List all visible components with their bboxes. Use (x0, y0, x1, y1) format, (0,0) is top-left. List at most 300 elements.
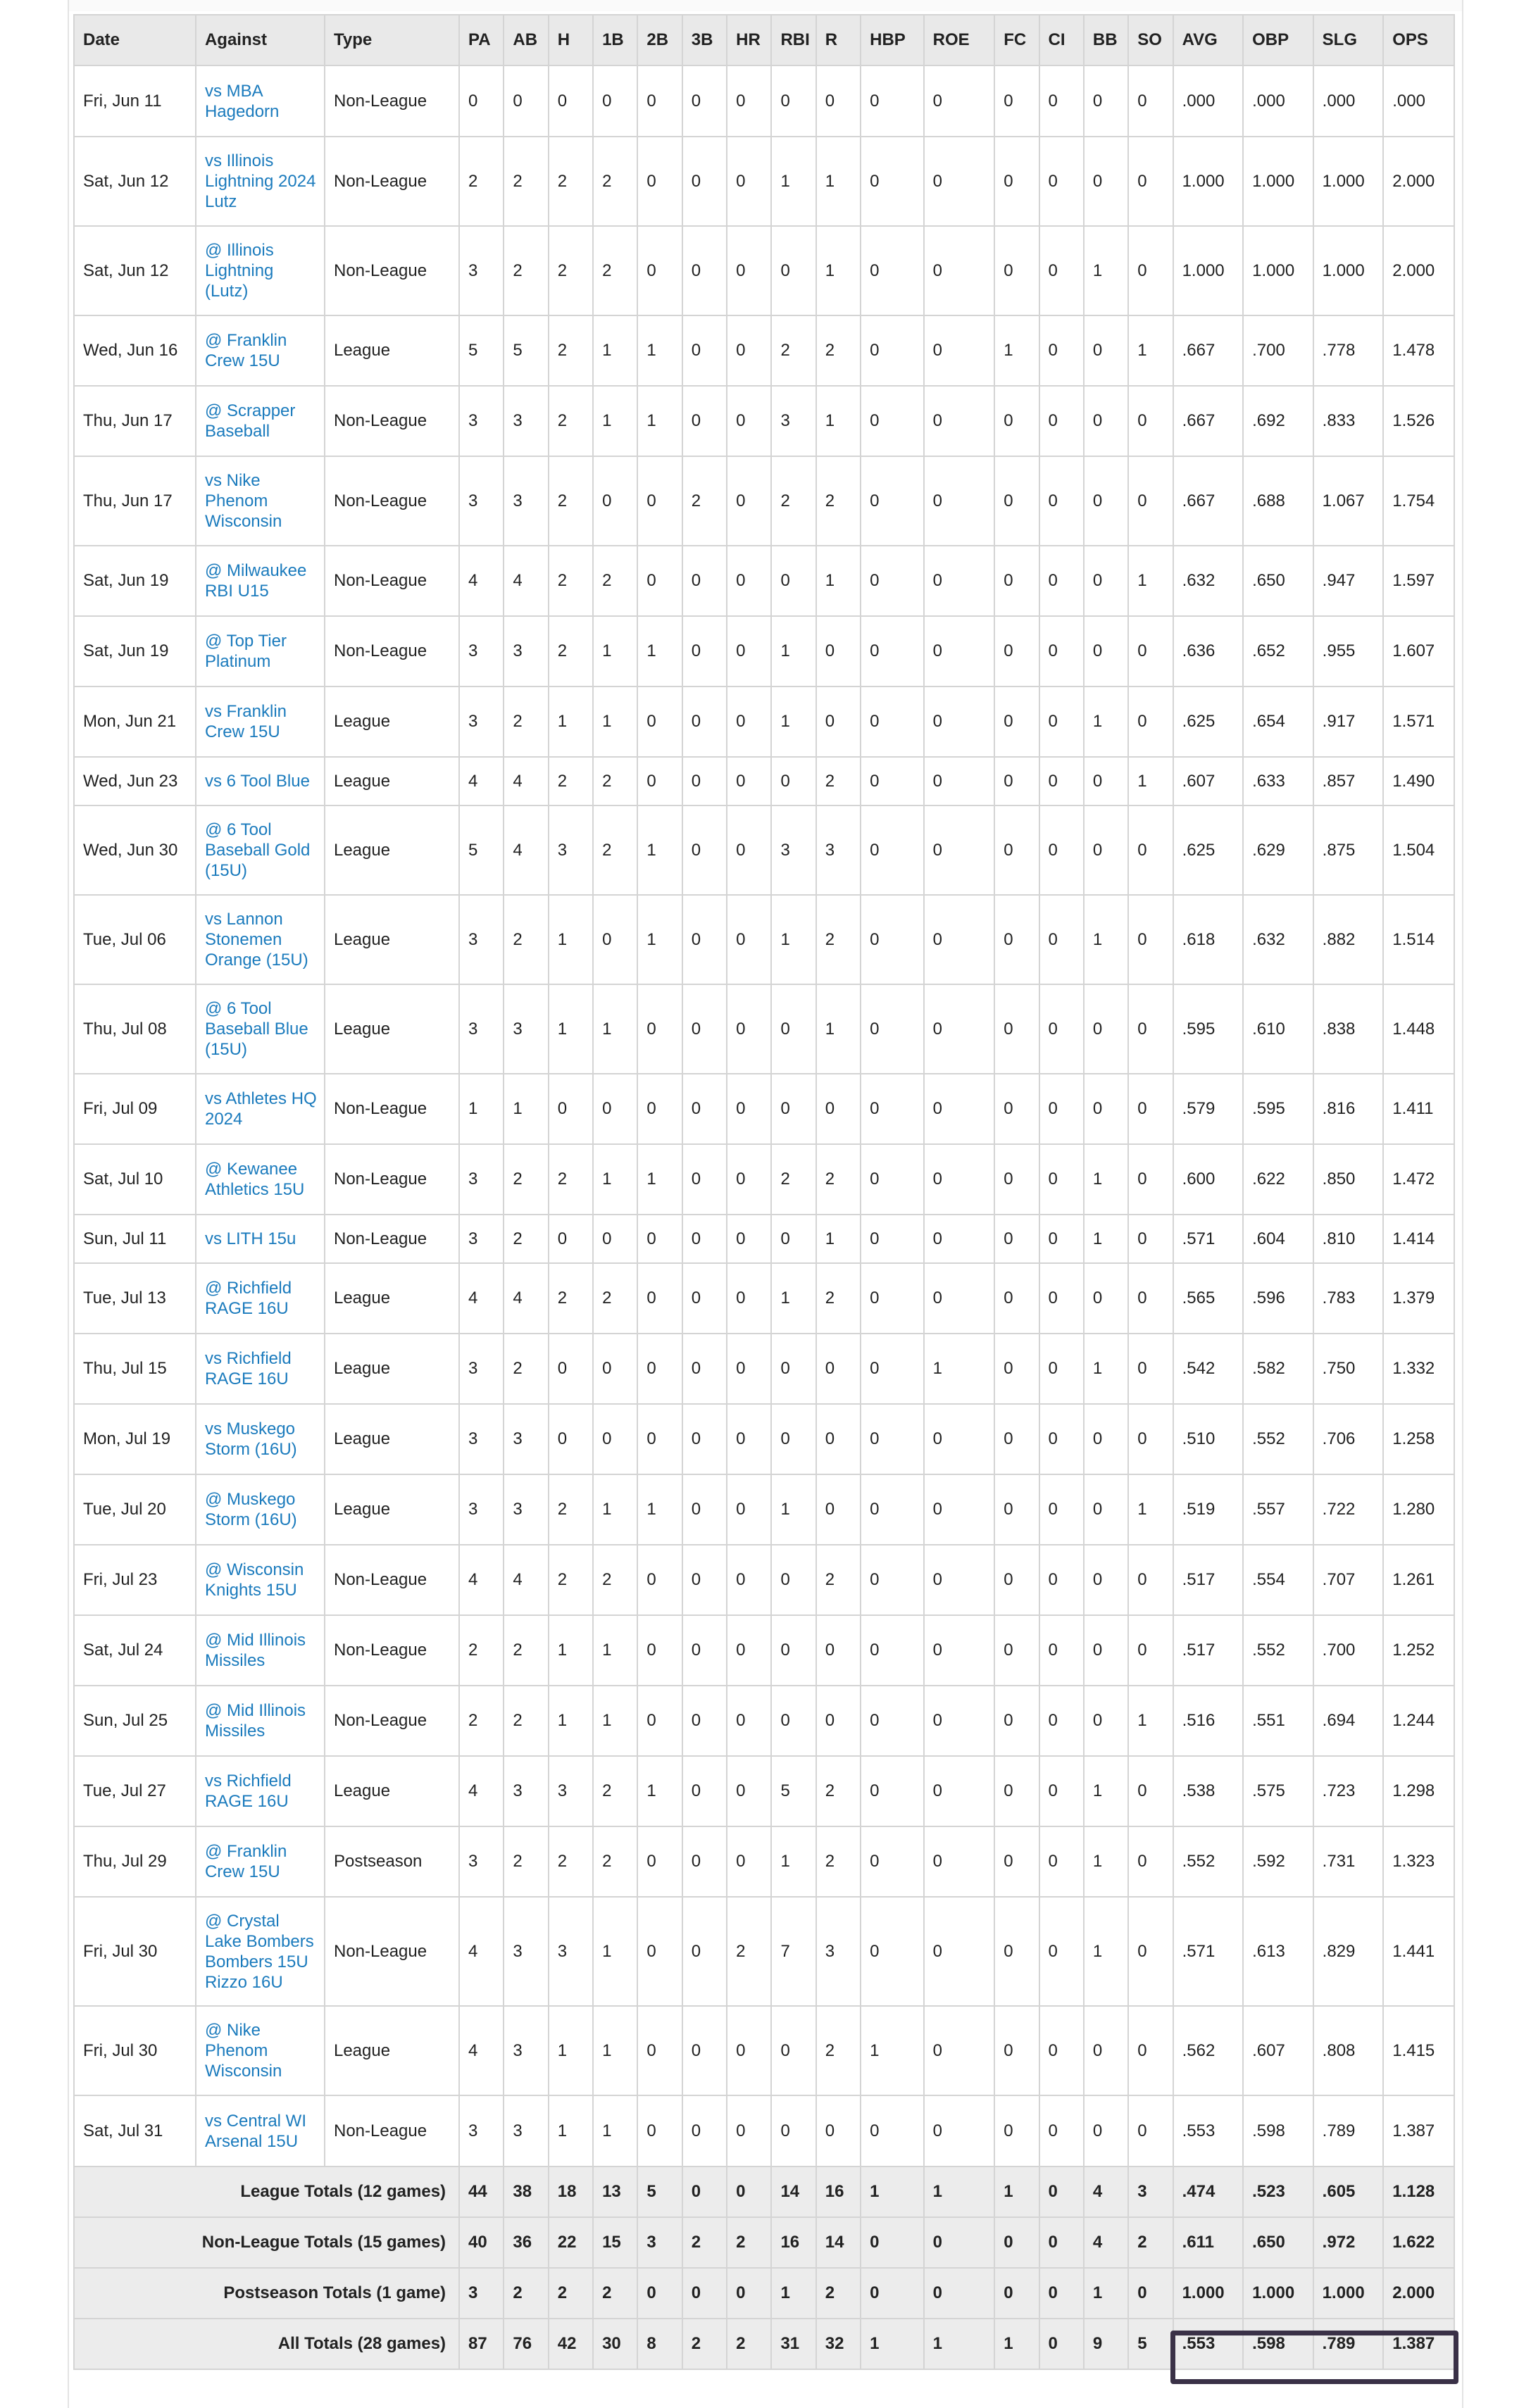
stat-ab: 3 (504, 984, 548, 1074)
stat-3b: 0 (682, 1615, 727, 1686)
column-header-3b[interactable]: 3B (682, 15, 727, 65)
table-row (74, 1215, 1454, 1263)
stat-rbi: 0 (771, 1615, 816, 1686)
column-header-h[interactable]: H (549, 15, 593, 65)
stat-avg: .667 (1173, 315, 1244, 386)
totals-label: All Totals (28 games) (74, 2319, 459, 2369)
stat-so: 0 (1128, 456, 1173, 546)
stat-pa: 3 (459, 1474, 504, 1545)
column-header-1b[interactable]: 1B (593, 15, 637, 65)
stat-h: 1 (549, 1686, 593, 1756)
header-row (74, 15, 1454, 65)
opponent-link[interactable]: vs Lannon Stonemen Orange (15U) (196, 895, 325, 984)
stat-hbp: 0 (861, 1474, 924, 1545)
stat-1b: 1 (593, 984, 637, 1074)
stat-h: 2 (549, 456, 593, 546)
column-header-fc[interactable]: FC (994, 15, 1039, 65)
column-header-type[interactable]: Type (325, 15, 459, 65)
table-row (74, 1474, 1454, 1545)
stat-1b: 2 (593, 1545, 637, 1615)
game-type: Non-League (325, 1686, 459, 1756)
stat-roe: 0 (924, 984, 995, 1074)
stat-avg: .562 (1173, 2006, 1244, 2095)
total-r: 2 (816, 2268, 861, 2319)
opponent-link[interactable]: @ Franklin Crew 15U (196, 315, 325, 386)
stat-3b: 0 (682, 1897, 727, 2006)
stat-ops: 1.323 (1383, 1826, 1454, 1897)
stat-avg: .579 (1173, 1074, 1244, 1144)
stat-so: 0 (1128, 1215, 1173, 1263)
stat-avg: .553 (1173, 2095, 1244, 2166)
stat-so: 0 (1128, 1615, 1173, 1686)
opponent-link[interactable]: @ Crystal Lake Bombers Bombers 15U Rizzo 16U (196, 1897, 325, 2006)
stat-roe: 0 (924, 1074, 995, 1144)
stat-ab: 3 (504, 1404, 548, 1474)
stat-2b: 0 (637, 1826, 682, 1897)
stat-slg: .838 (1313, 984, 1384, 1074)
stat-ops: 1.490 (1383, 757, 1454, 805)
stat-bb: 0 (1084, 1474, 1128, 1545)
opponent-link[interactable]: vs Franklin Crew 15U (196, 686, 325, 757)
column-header-2b[interactable]: 2B (637, 15, 682, 65)
stat-obp: .592 (1243, 1826, 1313, 1897)
total-h: 2 (549, 2268, 593, 2319)
total-2b: 8 (637, 2319, 682, 2369)
stat-h: 3 (549, 805, 593, 895)
stat-hr: 0 (727, 1615, 771, 1686)
stat-r: 2 (816, 1826, 861, 1897)
stat-bb: 0 (1084, 546, 1128, 616)
column-header-so[interactable]: SO (1128, 15, 1173, 65)
game-type: League (325, 805, 459, 895)
stat-ab: 0 (504, 65, 548, 137)
stat-r: 2 (816, 1545, 861, 1615)
stat-3b: 0 (682, 1334, 727, 1404)
stat-slg: .829 (1313, 1897, 1384, 2006)
total-bb: 1 (1084, 2268, 1128, 2319)
stat-ops: 1.754 (1383, 456, 1454, 546)
total-ops: 1.128 (1383, 2166, 1454, 2217)
stat-r: 0 (816, 1474, 861, 1545)
stat-hr: 0 (727, 137, 771, 226)
opponent-link[interactable]: @ 6 Tool Baseball Blue (15U) (196, 984, 325, 1074)
stat-slg: .857 (1313, 757, 1384, 805)
stat-h: 2 (549, 1826, 593, 1897)
column-header-against[interactable]: Against (196, 15, 325, 65)
stat-1b: 2 (593, 137, 637, 226)
stat-3b: 0 (682, 1474, 727, 1545)
stat-so: 1 (1128, 315, 1173, 386)
stat-r: 0 (816, 1404, 861, 1474)
stat-2b: 0 (637, 1215, 682, 1263)
stat-rbi: 0 (771, 1215, 816, 1263)
stat-ops: 1.298 (1383, 1756, 1454, 1826)
stat-roe: 0 (924, 805, 995, 895)
stat-2b: 0 (637, 2006, 682, 2095)
table-row (74, 1897, 1454, 2006)
table-row (74, 757, 1454, 805)
stat-roe: 0 (924, 137, 995, 226)
stat-ops: 1.448 (1383, 984, 1454, 1074)
stat-hr: 0 (727, 2095, 771, 2166)
stat-hr: 0 (727, 315, 771, 386)
game-type: League (325, 757, 459, 805)
stat-ops: 1.504 (1383, 805, 1454, 895)
stat-pa: 1 (459, 1074, 504, 1144)
game-date: Thu, Jul 29 (74, 1826, 196, 1897)
column-header-avg[interactable]: AVG (1173, 15, 1244, 65)
stat-pa: 2 (459, 1615, 504, 1686)
stat-pa: 3 (459, 2095, 504, 2166)
stat-roe: 0 (924, 1144, 995, 1215)
stat-fc: 0 (994, 1404, 1039, 1474)
stat-3b: 0 (682, 1404, 727, 1474)
stat-hbp: 0 (861, 1826, 924, 1897)
stat-bb: 0 (1084, 805, 1128, 895)
stat-roe: 0 (924, 1263, 995, 1334)
stat-hbp: 0 (861, 2095, 924, 2166)
stat-fc: 0 (994, 65, 1039, 137)
stat-ab: 3 (504, 1756, 548, 1826)
total-hbp: 0 (861, 2268, 924, 2319)
totals-label: Non-League Totals (15 games) (74, 2217, 459, 2268)
total-bb: 9 (1084, 2319, 1128, 2369)
stat-so: 1 (1128, 1686, 1173, 1756)
column-header-r[interactable]: R (816, 15, 861, 65)
stat-obp: .688 (1243, 456, 1313, 546)
stat-pa: 3 (459, 1826, 504, 1897)
stat-rbi: 0 (771, 757, 816, 805)
game-date: Mon, Jun 21 (74, 686, 196, 757)
stat-ab: 3 (504, 386, 548, 456)
total-rbi: 31 (771, 2319, 816, 2369)
stat-2b: 0 (637, 1686, 682, 1756)
opponent-link[interactable]: vs LITH 15u (196, 1215, 325, 1263)
stat-so: 0 (1128, 1545, 1173, 1615)
stat-2b: 0 (637, 546, 682, 616)
opponent-link[interactable]: vs Illinois Lightning 2024 Lutz (196, 137, 325, 226)
stat-ci: 0 (1039, 616, 1084, 686)
total-1b: 30 (593, 2319, 637, 2369)
stat-bb: 0 (1084, 1263, 1128, 1334)
table-row (74, 1404, 1454, 1474)
stat-1b: 2 (593, 1263, 637, 1334)
stat-roe: 0 (924, 895, 995, 984)
stat-avg: .538 (1173, 1756, 1244, 1826)
stat-2b: 0 (637, 1334, 682, 1404)
stat-roe: 0 (924, 616, 995, 686)
stat-ops: 1.252 (1383, 1615, 1454, 1686)
stat-pa: 4 (459, 546, 504, 616)
total-roe: 1 (924, 2319, 995, 2369)
stat-ci: 0 (1039, 1074, 1084, 1144)
stat-slg: .707 (1313, 1545, 1384, 1615)
game-type: Non-League (325, 1215, 459, 1263)
totals-row (74, 2166, 1454, 2217)
stat-roe: 0 (924, 1686, 995, 1756)
stat-avg: 1.000 (1173, 226, 1244, 315)
opponent-link[interactable]: @ Scrapper Baseball (196, 386, 325, 456)
stat-fc: 0 (994, 805, 1039, 895)
stat-pa: 0 (459, 65, 504, 137)
stat-ci: 0 (1039, 1474, 1084, 1545)
stat-so: 0 (1128, 686, 1173, 757)
total-r: 16 (816, 2166, 861, 2217)
stat-rbi: 0 (771, 65, 816, 137)
stat-rbi: 0 (771, 1074, 816, 1144)
column-header-ops[interactable]: OPS (1383, 15, 1454, 65)
stat-ci: 0 (1039, 1144, 1084, 1215)
opponent-link[interactable]: vs Central WI Arsenal 15U (196, 2095, 325, 2166)
totals-row (74, 2319, 1454, 2369)
opponent-link[interactable]: vs Richfield RAGE 16U (196, 1756, 325, 1826)
stat-hbp: 0 (861, 1615, 924, 1686)
opponent-link[interactable]: vs MBA Hagedorn (196, 65, 325, 137)
stat-obp: .622 (1243, 1144, 1313, 1215)
opponent-link[interactable]: vs 6 Tool Blue (196, 757, 325, 805)
stat-so: 0 (1128, 805, 1173, 895)
stat-pa: 4 (459, 1263, 504, 1334)
stat-rbi: 1 (771, 1474, 816, 1545)
totals-label: League Totals (12 games) (74, 2166, 459, 2217)
stat-bb: 1 (1084, 1897, 1128, 2006)
stat-ci: 0 (1039, 805, 1084, 895)
table-row (74, 386, 1454, 456)
stat-r: 2 (816, 895, 861, 984)
stat-r: 2 (816, 757, 861, 805)
opponent-link[interactable]: vs Athletes HQ 2024 (196, 1074, 325, 1144)
stat-avg: .636 (1173, 616, 1244, 686)
stat-roe: 0 (924, 2095, 995, 2166)
stat-obp: 1.000 (1243, 226, 1313, 315)
column-header-hbp[interactable]: HBP (861, 15, 924, 65)
stat-hr: 0 (727, 546, 771, 616)
stat-r: 2 (816, 1263, 861, 1334)
column-header-date[interactable]: Date (74, 15, 196, 65)
stat-ops: 1.441 (1383, 1897, 1454, 2006)
stat-pa: 2 (459, 1686, 504, 1756)
opponent-link[interactable]: vs Richfield RAGE 16U (196, 1334, 325, 1404)
stat-slg: .778 (1313, 315, 1384, 386)
stat-fc: 0 (994, 1756, 1039, 1826)
stat-slg: .722 (1313, 1474, 1384, 1545)
game-date: Tue, Jul 20 (74, 1474, 196, 1545)
stat-roe: 0 (924, 757, 995, 805)
column-header-ci[interactable]: CI (1039, 15, 1084, 65)
column-header-obp[interactable]: OBP (1243, 15, 1313, 65)
stat-2b: 0 (637, 1074, 682, 1144)
stat-fc: 0 (994, 1615, 1039, 1686)
stat-2b: 0 (637, 226, 682, 315)
stat-so: 0 (1128, 226, 1173, 315)
opponent-link[interactable]: @ Muskego Storm (16U) (196, 1474, 325, 1545)
stat-obp: .582 (1243, 1334, 1313, 1404)
total-roe: 0 (924, 2268, 995, 2319)
stat-pa: 3 (459, 895, 504, 984)
stat-so: 0 (1128, 1404, 1173, 1474)
stat-r: 2 (816, 456, 861, 546)
total-h: 18 (549, 2166, 593, 2217)
stat-hbp: 0 (861, 315, 924, 386)
stat-avg: .516 (1173, 1686, 1244, 1756)
opponent-link[interactable]: @ Nike Phenom Wisconsin (196, 2006, 325, 2095)
stat-2b: 0 (637, 137, 682, 226)
column-header-rbi[interactable]: RBI (771, 15, 816, 65)
stat-ab: 2 (504, 1826, 548, 1897)
stat-hr: 0 (727, 805, 771, 895)
stat-ab: 5 (504, 315, 548, 386)
game-type: League (325, 1263, 459, 1334)
total-ab: 76 (504, 2319, 548, 2369)
stat-rbi: 3 (771, 805, 816, 895)
stat-1b: 2 (593, 226, 637, 315)
stat-h: 3 (549, 1897, 593, 2006)
column-header-slg[interactable]: SLG (1313, 15, 1384, 65)
opponent-link[interactable]: @ Wisconsin Knights 15U (196, 1545, 325, 1615)
total-slg: .605 (1313, 2166, 1384, 2217)
stat-roe: 0 (924, 1404, 995, 1474)
total-ab: 38 (504, 2166, 548, 2217)
stat-3b: 0 (682, 65, 727, 137)
stat-hbp: 0 (861, 226, 924, 315)
stat-hr: 0 (727, 616, 771, 686)
total-roe: 0 (924, 2217, 995, 2268)
stat-h: 3 (549, 1756, 593, 1826)
column-header-hr[interactable]: HR (727, 15, 771, 65)
stat-slg: 1.000 (1313, 226, 1384, 315)
stat-bb: 1 (1084, 686, 1128, 757)
stat-ab: 4 (504, 805, 548, 895)
stat-2b: 1 (637, 386, 682, 456)
game-date: Sun, Jul 25 (74, 1686, 196, 1756)
game-date: Fri, Jul 30 (74, 2006, 196, 2095)
stat-fc: 0 (994, 895, 1039, 984)
stat-bb: 0 (1084, 616, 1128, 686)
column-header-ab[interactable]: AB (504, 15, 548, 65)
stat-2b: 0 (637, 1545, 682, 1615)
stat-3b: 0 (682, 895, 727, 984)
stat-r: 2 (816, 2006, 861, 2095)
table-row (74, 2095, 1454, 2166)
game-date: Tue, Jul 13 (74, 1263, 196, 1334)
stat-1b: 0 (593, 1074, 637, 1144)
opponent-link[interactable]: vs Muskego Storm (16U) (196, 1404, 325, 1474)
total-fc: 1 (994, 2166, 1039, 2217)
stat-ci: 0 (1039, 2095, 1084, 2166)
stat-slg: .917 (1313, 686, 1384, 757)
game-type: League (325, 686, 459, 757)
stat-hr: 0 (727, 686, 771, 757)
column-header-pa[interactable]: PA (459, 15, 504, 65)
stat-1b: 2 (593, 1826, 637, 1897)
stat-ops: 1.478 (1383, 315, 1454, 386)
stat-roe: 0 (924, 456, 995, 546)
stat-bb: 0 (1084, 137, 1128, 226)
opponent-link[interactable]: @ Franklin Crew 15U (196, 1826, 325, 1897)
stat-2b: 0 (637, 456, 682, 546)
stat-ab: 3 (504, 2006, 548, 2095)
stat-hbp: 0 (861, 1144, 924, 1215)
game-date: Sat, Jun 12 (74, 226, 196, 315)
stat-fc: 0 (994, 686, 1039, 757)
stat-avg: .600 (1173, 1144, 1244, 1215)
table-row (74, 1334, 1454, 1404)
stat-pa: 3 (459, 456, 504, 546)
stat-bb: 1 (1084, 895, 1128, 984)
opponent-link[interactable]: @ Mid Illinois Missiles (196, 1615, 325, 1686)
stat-hbp: 0 (861, 616, 924, 686)
total-3b: 2 (682, 2217, 727, 2268)
total-r: 32 (816, 2319, 861, 2369)
stat-obp: 1.000 (1243, 137, 1313, 226)
game-date: Sat, Jun 12 (74, 137, 196, 226)
table-row (74, 1144, 1454, 1215)
stat-so: 0 (1128, 1756, 1173, 1826)
opponent-link[interactable]: @ 6 Tool Baseball Gold (15U) (196, 805, 325, 895)
stat-avg: .571 (1173, 1897, 1244, 2006)
stat-bb: 0 (1084, 1074, 1128, 1144)
opponent-link[interactable]: @ Milwaukee RBI U15 (196, 546, 325, 616)
game-type: League (325, 315, 459, 386)
opponent-link[interactable]: @ Illinois Lightning (Lutz) (196, 226, 325, 315)
stat-h: 2 (549, 1144, 593, 1215)
stat-2b: 1 (637, 1144, 682, 1215)
stat-h: 2 (549, 315, 593, 386)
opponent-link[interactable]: vs Nike Phenom Wisconsin (196, 456, 325, 546)
stat-pa: 3 (459, 984, 504, 1074)
game-type: League (325, 1474, 459, 1545)
stat-h: 0 (549, 1215, 593, 1263)
stat-1b: 1 (593, 1474, 637, 1545)
column-header-bb[interactable]: BB (1084, 15, 1128, 65)
stat-h: 1 (549, 1615, 593, 1686)
stat-pa: 3 (459, 686, 504, 757)
stat-fc: 0 (994, 1474, 1039, 1545)
stat-rbi: 0 (771, 546, 816, 616)
stat-ops: 1.332 (1383, 1334, 1454, 1404)
opponent-link[interactable]: @ Top Tier Platinum (196, 616, 325, 686)
stat-3b: 0 (682, 1074, 727, 1144)
stat-ab: 3 (504, 456, 548, 546)
stat-ci: 0 (1039, 1756, 1084, 1826)
column-header-roe[interactable]: ROE (924, 15, 995, 65)
stat-slg: .694 (1313, 1686, 1384, 1756)
stat-avg: .552 (1173, 1826, 1244, 1897)
stat-fc: 0 (994, 1334, 1039, 1404)
stat-avg: .510 (1173, 1404, 1244, 1474)
stat-rbi: 2 (771, 456, 816, 546)
table-row (74, 616, 1454, 686)
stat-r: 3 (816, 805, 861, 895)
stat-roe: 0 (924, 65, 995, 137)
game-date: Sat, Jul 24 (74, 1615, 196, 1686)
stat-bb: 1 (1084, 1334, 1128, 1404)
opponent-link[interactable]: @ Mid Illinois Missiles (196, 1686, 325, 1756)
opponent-link[interactable]: @ Kewanee Athletics 15U (196, 1144, 325, 1215)
opponent-link[interactable]: @ Richfield RAGE 16U (196, 1263, 325, 1334)
stat-pa: 4 (459, 1756, 504, 1826)
stat-hbp: 0 (861, 1215, 924, 1263)
stat-r: 3 (816, 1897, 861, 2006)
stat-r: 1 (816, 137, 861, 226)
stat-1b: 1 (593, 2006, 637, 2095)
stat-fc: 0 (994, 137, 1039, 226)
stat-1b: 0 (593, 65, 637, 137)
stat-2b: 0 (637, 984, 682, 1074)
stat-ops: 1.379 (1383, 1263, 1454, 1334)
stat-obp: .575 (1243, 1756, 1313, 1826)
stat-3b: 0 (682, 315, 727, 386)
